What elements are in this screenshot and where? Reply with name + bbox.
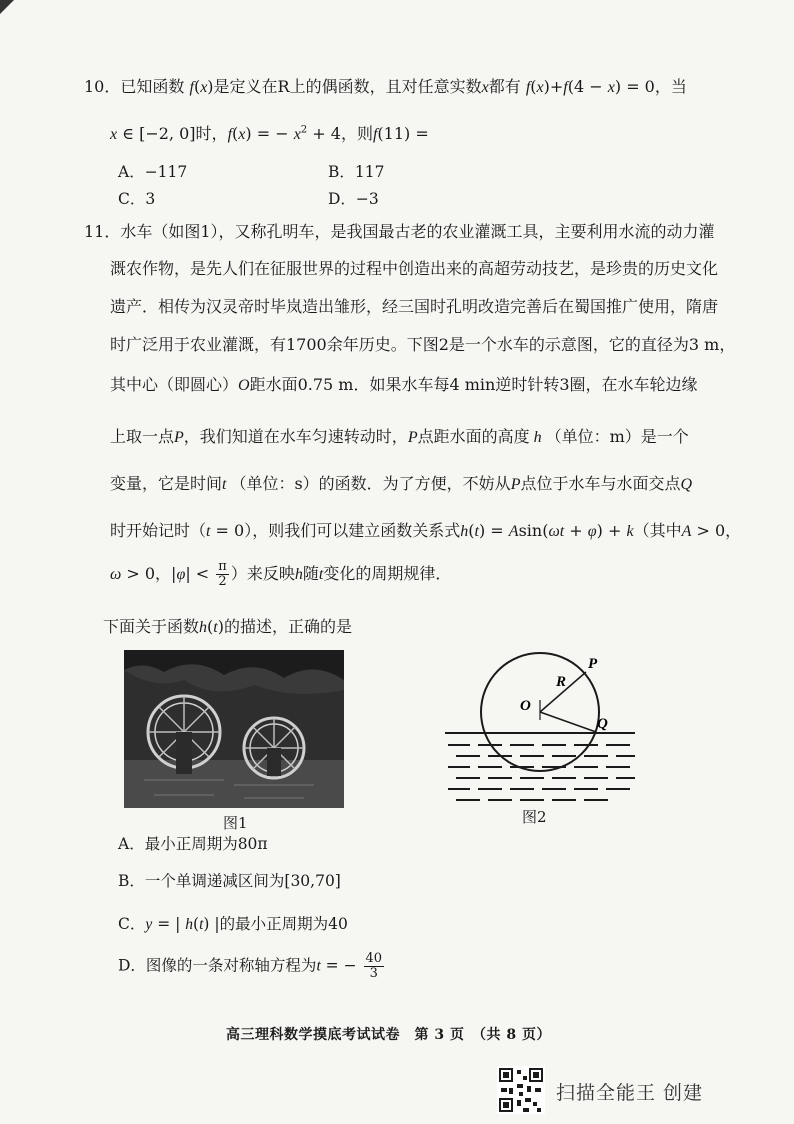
question-11-line-4: 时广泛用于农业灌溉，有1700余年历史。下图2是一个水车的示意图，它的直径为3 m， [110, 335, 736, 354]
qr-code-icon [497, 1066, 545, 1114]
water-surface [445, 733, 635, 800]
question-11-line-7: 变量，它是时间t （单位：s）的函数．为了方便，不妨从P点位于水车与水面交点Q [110, 474, 693, 493]
label-p: P [588, 656, 598, 672]
page-corner-mark [0, 0, 14, 14]
question-11-line-9: ω > 0，|φ| < $\frac{\pi}{2}$ ）来反映h随t变化的周期规律． [110, 559, 452, 589]
q10-option-d: D．−3 [328, 190, 379, 208]
label-o: O [520, 698, 531, 714]
q10-option-b: B．117 [328, 163, 385, 181]
question-11-prompt: 下面关于函数h(t)的描述，正确的是 [103, 617, 352, 636]
water-wheel-photo [124, 650, 344, 808]
q11-option-b: B．一个单调递减区间为[30,70] [118, 872, 341, 890]
q10-option-a: A．−117 [118, 163, 188, 181]
question-10-line-2: x ∈ [−2, 0]时，f(x) = − $x^2 + 4$，则f(11) = [110, 124, 429, 143]
question-11-line-8: 时开始记时（t = 0），则我们可以建立函数关系式h(t) = Asin(ωt + φ) + k（其中A > 0， [110, 521, 742, 540]
question-10-line-1: 10．已知函数 f(x)是定义在R上的偶函数，且对任意实数x都有 f(x)+f(4 − x) = 0，当 [84, 77, 687, 96]
water-wheel-diagram [440, 650, 640, 810]
question-11-line-1: 11．水车（如图1），又称孔明车，是我国最古老的农业灌溉工具，主要利用水流的动力灌 [84, 222, 715, 241]
figure-2-caption: 图2 [522, 808, 547, 826]
figure-1-caption: 图1 [223, 814, 248, 832]
question-11-line-6: 上取一点P，我们知道在水车匀速转动时，P点距水面的高度 h （单位：m）是一个 [110, 427, 689, 446]
scanner-watermark: 扫描全能王 创建 [556, 1082, 704, 1104]
q11-option-a: A．最小正周期为80π [118, 835, 268, 853]
page-footer: 高三理科数学摸底考试试卷 第 3 页 （共 8 页） [226, 1027, 551, 1043]
question-11-line-2: 溉农作物，是先人们在征服世界的过程中创造出来的高超劳动技艺，是珍贵的历史文化 [110, 259, 719, 278]
q11-option-d: D．图像的一条对称轴方程为t = − $\frac{40}{3}$ [118, 951, 383, 981]
label-r: R [556, 674, 567, 690]
radius-oq-line [540, 712, 596, 732]
q11-option-c: C．y = | h(t) |的最小正周期为40 [118, 915, 348, 933]
question-11-line-3: 遗产．相传为汉灵帝时毕岚造出雏形，经三国时孔明改造完善后在蜀国推广使用，隋唐 [110, 297, 719, 316]
label-q: Q [597, 716, 608, 732]
q10-option-c: C．3 [118, 190, 156, 208]
question-11-line-5: 其中心（即圆心）O距水面0.75 m．如果水车每4 min逆时针转3圈，在水车轮边缘 [110, 375, 698, 394]
